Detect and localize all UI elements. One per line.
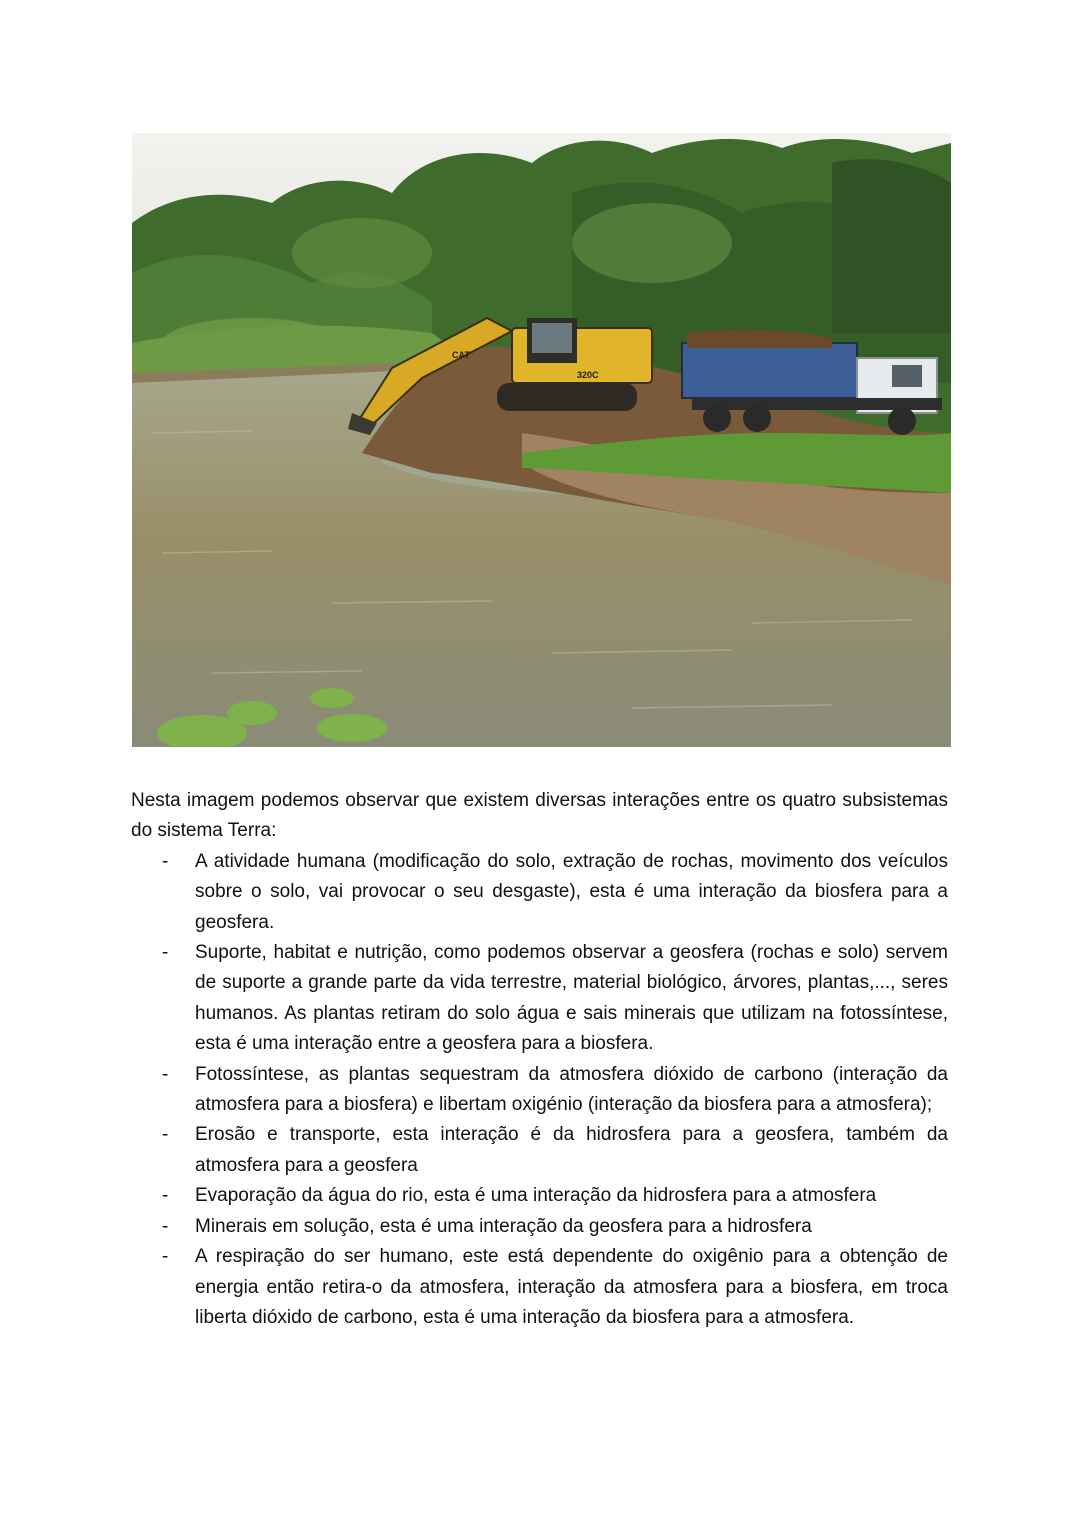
list-item-text: A atividade humana (modificação do solo, extração de rochas, movimento dos veículos sobre o solo, vai provocar o seu desgaste), esta é uma interação da biosfera para a geosfera. [195,850,948,933]
bullet-dash: - [162,1185,169,1207]
bullet-dash: - [162,1063,169,1085]
excavator-model-label: 320C [577,370,599,380]
list-item-text: Minerais em solução, esta é uma interação da geosfera para a hidrosfera [195,1215,812,1237]
bullet-dash: - [162,850,169,872]
list-item-text: A respiração do ser humano, este está dependente do oxigênio para a obtenção de energia então retira-o da atmosfera, interação da atmosfera para a biosfera, em troca liberta dióxido de carbono, esta é uma interação da biosfera para a atmosfera. [195,1246,948,1328]
list-item [131,1060,948,1121]
list-item-text: Suporte, habitat e nutrição, como podemos observar a geosfera (rochas e solo) servem de suporte a grande parte da vida terrestre, material biológico, árvores, plantas,..., seres humanos. As plantas retiram do solo água e sais minerais que utilizam na fotossíntese, esta é uma interação entre a geosfera para a biosfera. [195,942,948,1055]
bullet-dash: - [162,1124,169,1146]
list-item [131,1181,948,1211]
excavator-brand-label: CAT [452,350,470,360]
list-item-text: Evaporação da água do rio, esta é uma interação da hidrosfera para a atmosfera [195,1185,877,1207]
intro-paragraph: Nesta imagem podemos observar que existem diversas interações entre os quatro subsistemas do sistema Terra: [131,790,948,842]
list-item [131,938,948,1060]
list-item [131,847,948,938]
river-photo [132,133,951,747]
list-item [131,1212,948,1242]
document-body [131,786,948,1333]
list-item [131,1242,948,1333]
list-item-text: Fotossíntese, as plantas sequestram da atmosfera dióxido de carbono (interação da atmosfera para a biosfera) e libertam oxigénio (interação da biosfera para a atmosfera); [195,1063,948,1116]
list-item-text: Erosão e transporte, esta interação é da hidrosfera para a geosfera, também da atmosfera para a geosfera [195,1124,948,1176]
list-item [131,1120,948,1181]
bullet-dash: - [162,1246,169,1268]
bullet-dash: - [162,1215,169,1237]
bullet-dash: - [162,942,169,964]
interactions-list [131,847,948,1334]
